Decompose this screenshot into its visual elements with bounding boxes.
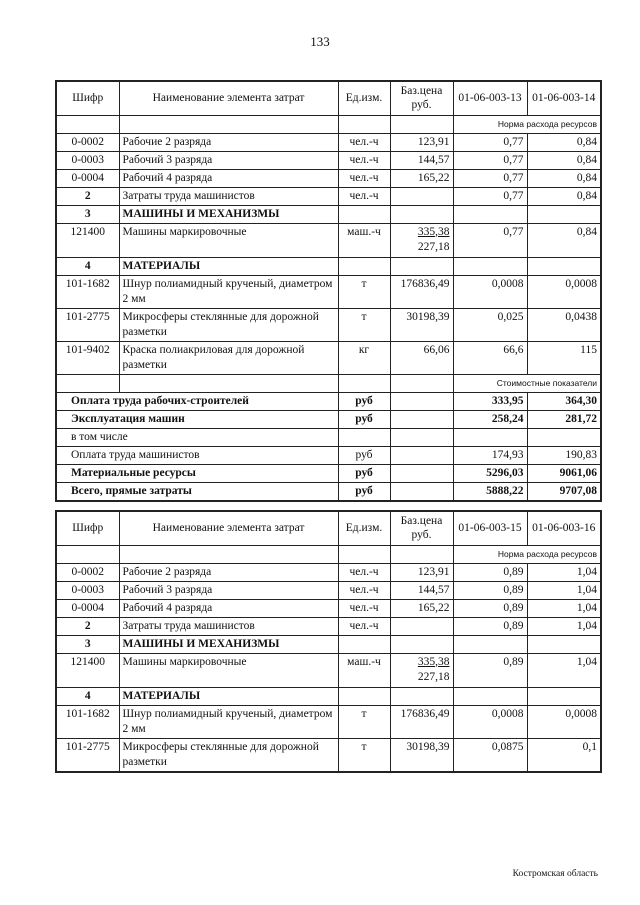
total-value-2: 190,83 [527, 446, 601, 464]
row-code: 4 [56, 257, 119, 275]
total-value-1: 258,24 [453, 410, 527, 428]
header-name: Наименование элемента затрат [119, 81, 338, 115]
price-second: 227,18 [417, 670, 450, 683]
row-value-1: 0,77 [453, 187, 527, 205]
header-code: Шифр [56, 511, 119, 545]
row-value-2: 1,04 [527, 581, 601, 599]
total-unit: руб [338, 446, 390, 464]
total-unit [338, 428, 390, 446]
row-code: 2 [56, 617, 119, 635]
table-row [56, 705, 601, 738]
blank-cell [56, 115, 119, 133]
row-value-2: 0,0008 [527, 705, 601, 738]
blank-cell [338, 635, 390, 653]
row-value-2: 0,84 [527, 223, 601, 257]
row-name: Машины маркировочные [119, 653, 338, 687]
row-price: 123,91 [390, 133, 453, 151]
table-row [56, 738, 601, 772]
row-code: 2 [56, 187, 119, 205]
row-code: 4 [56, 687, 119, 705]
price-underlined: 335,38 [417, 225, 450, 238]
row-value-1: 0,0008 [453, 705, 527, 738]
total-name: Эксплуатация машин [56, 410, 338, 428]
header-col1: 01-06-003-15 [453, 511, 527, 545]
blank-cell [56, 374, 119, 392]
cost-label: Стоимостные показатели [453, 374, 601, 392]
row-value-1: 0,77 [453, 151, 527, 169]
row-unit: чел.-ч [338, 169, 390, 187]
row-name: Машины маркировочные [119, 223, 338, 257]
blank-cell [119, 545, 338, 563]
row-price: 144,57 [390, 581, 453, 599]
row-value-1: 0,0008 [453, 275, 527, 308]
total-name: Материальные ресурсы [56, 464, 338, 482]
table-row [56, 187, 601, 205]
blank-cell [338, 687, 390, 705]
total-name: Всего, прямые затраты [56, 482, 338, 501]
row-value-2: 1,04 [527, 563, 601, 581]
blank-cell [338, 257, 390, 275]
row-unit: чел.-ч [338, 151, 390, 169]
blank-cell [338, 115, 390, 133]
row-price [390, 187, 453, 205]
blank-cell [453, 635, 527, 653]
row-unit: чел.-ч [338, 133, 390, 151]
row-unit: чел.-ч [338, 581, 390, 599]
row-code: 0-0004 [56, 169, 119, 187]
blank-cell [56, 545, 119, 563]
row-value-2: 0,1 [527, 738, 601, 772]
row-unit: т [338, 738, 390, 772]
header-col2: 01-06-003-16 [527, 511, 601, 545]
row-price: 30198,39 [390, 308, 453, 341]
resource-table-2 [55, 510, 602, 773]
table-row [56, 308, 601, 341]
section-row [56, 257, 601, 275]
row-code: 101-1682 [56, 705, 119, 738]
blank-cell [527, 257, 601, 275]
row-value-2: 0,0008 [527, 275, 601, 308]
row-value-2: 1,04 [527, 599, 601, 617]
norm-label: Норма расхода ресурсов [453, 545, 601, 563]
page-number: 133 [310, 34, 330, 49]
blank-cell [453, 257, 527, 275]
row-name: Рабочие 2 разряда [119, 563, 338, 581]
row-name: Шнур полиамидный крученый, диаметром 2 мм [119, 275, 338, 308]
blank-cell [390, 374, 453, 392]
row-value-1: 0,025 [453, 308, 527, 341]
blank-cell [119, 374, 338, 392]
total-value-1: 174,93 [453, 446, 527, 464]
norm-label: Норма расхода ресурсов [453, 115, 601, 133]
table-row [56, 169, 601, 187]
total-unit: руб [338, 464, 390, 482]
blank-cell [390, 482, 453, 501]
blank-cell [390, 446, 453, 464]
total-unit: руб [338, 482, 390, 501]
row-value-2: 1,04 [527, 653, 601, 687]
row-code: 0-0002 [56, 563, 119, 581]
row-name: Затраты труда машинистов [119, 187, 338, 205]
header-unit: Ед.изм. [338, 511, 390, 545]
row-value-1: 0,89 [453, 617, 527, 635]
row-value-2: 0,84 [527, 133, 601, 151]
row-code: 0-0002 [56, 133, 119, 151]
total-unit: руб [338, 392, 390, 410]
row-value-1: 0,89 [453, 563, 527, 581]
row-value-1: 0,77 [453, 133, 527, 151]
row-unit: маш.-ч [338, 653, 390, 687]
table-row [56, 151, 601, 169]
row-unit: чел.-ч [338, 187, 390, 205]
header-price: Баз.цена руб. [390, 511, 453, 545]
total-value-2: 9061,06 [527, 464, 601, 482]
row-unit: чел.-ч [338, 617, 390, 635]
row-value-2: 0,84 [527, 187, 601, 205]
blank-cell [390, 410, 453, 428]
row-price [390, 223, 453, 257]
row-name: Рабочий 3 разряда [119, 581, 338, 599]
price-second: 227,18 [417, 240, 450, 253]
total-name: Оплата труда машинистов [56, 446, 338, 464]
row-name: Рабочий 4 разряда [119, 599, 338, 617]
blank-cell [390, 428, 453, 446]
row-price: 176836,49 [390, 275, 453, 308]
blank-cell [390, 115, 453, 133]
table-row [56, 653, 601, 687]
header-price: Баз.цена руб. [390, 81, 453, 115]
row-code: 3 [56, 635, 119, 653]
total-value-2 [527, 428, 601, 446]
footer-region: Костромская область [512, 869, 598, 879]
row-code: 121400 [56, 223, 119, 257]
row-price: 144,57 [390, 151, 453, 169]
row-value-1: 0,77 [453, 223, 527, 257]
row-name: Рабочий 4 разряда [119, 169, 338, 187]
row-price: 176836,49 [390, 705, 453, 738]
row-price: 66,06 [390, 341, 453, 374]
blank-cell [390, 635, 453, 653]
table-row [56, 133, 601, 151]
row-unit: чел.-ч [338, 599, 390, 617]
blank-cell [527, 635, 601, 653]
row-unit: маш.-ч [338, 223, 390, 257]
header-code: Шифр [56, 81, 119, 115]
price-underlined: 335,38 [417, 655, 450, 668]
row-name: Микросферы стеклянные для дорожной разметки [119, 738, 338, 772]
row-price [390, 653, 453, 687]
total-name: в том числе [56, 428, 338, 446]
section-row [56, 687, 601, 705]
header-unit: Ед.изм. [338, 81, 390, 115]
row-name: Микросферы стеклянные для дорожной разметки [119, 308, 338, 341]
row-unit: т [338, 275, 390, 308]
header-name: Наименование элемента затрат [119, 511, 338, 545]
table-row [56, 617, 601, 635]
table-row [56, 581, 601, 599]
blank-cell [390, 545, 453, 563]
blank-cell [338, 205, 390, 223]
row-name: Рабочий 3 разряда [119, 151, 338, 169]
total-row [56, 464, 601, 482]
norm-row [56, 545, 601, 563]
row-value-1: 0,89 [453, 581, 527, 599]
row-code: 101-1682 [56, 275, 119, 308]
row-name: Шнур полиамидный крученый, диаметром 2 мм [119, 705, 338, 738]
norm-row [56, 115, 601, 133]
total-value-2: 9707,08 [527, 482, 601, 501]
row-value-2: 0,0438 [527, 308, 601, 341]
section-row [56, 205, 601, 223]
row-code: 101-2775 [56, 308, 119, 341]
row-value-1: 0,89 [453, 599, 527, 617]
total-row [56, 428, 601, 446]
total-value-1: 5296,03 [453, 464, 527, 482]
row-name: Краска полиакриловая для дорожной разметки [119, 341, 338, 374]
row-price: 165,22 [390, 599, 453, 617]
blank-cell [390, 257, 453, 275]
total-value-2: 281,72 [527, 410, 601, 428]
row-code: 3 [56, 205, 119, 223]
row-value-2: 0,84 [527, 151, 601, 169]
blank-cell [338, 374, 390, 392]
row-value-1: 0,77 [453, 169, 527, 187]
row-code: 0-0003 [56, 581, 119, 599]
table-row [56, 599, 601, 617]
total-name: Оплата труда рабочих-строителей [56, 392, 338, 410]
row-price: 30198,39 [390, 738, 453, 772]
row-code: 0-0003 [56, 151, 119, 169]
table-header-row [56, 511, 601, 545]
row-unit: т [338, 308, 390, 341]
row-value-2: 1,04 [527, 617, 601, 635]
total-unit: руб [338, 410, 390, 428]
total-row [56, 446, 601, 464]
row-code: 0-0004 [56, 599, 119, 617]
section-title: МАТЕРИАЛЫ [119, 687, 338, 705]
row-value-1: 0,89 [453, 653, 527, 687]
row-price: 123,91 [390, 563, 453, 581]
blank-cell [390, 687, 453, 705]
section-title: МАТЕРИАЛЫ [119, 257, 338, 275]
table-header-row [56, 81, 601, 115]
row-value-1: 66,6 [453, 341, 527, 374]
blank-cell [119, 115, 338, 133]
blank-cell [390, 464, 453, 482]
blank-cell [453, 687, 527, 705]
section-title: МАШИНЫ И МЕХАНИЗМЫ [119, 635, 338, 653]
header-col1: 01-06-003-13 [453, 81, 527, 115]
table-row [56, 341, 601, 374]
row-code: 101-9402 [56, 341, 119, 374]
row-unit: т [338, 705, 390, 738]
blank-cell [527, 687, 601, 705]
table-row [56, 223, 601, 257]
section-row [56, 635, 601, 653]
total-value-1: 5888,22 [453, 482, 527, 501]
row-value-2: 115 [527, 341, 601, 374]
row-code: 121400 [56, 653, 119, 687]
total-value-1 [453, 428, 527, 446]
row-name: Затраты труда машинистов [119, 617, 338, 635]
table-row [56, 275, 601, 308]
total-row [56, 482, 601, 501]
row-name: Рабочие 2 разряда [119, 133, 338, 151]
cost-label-row [56, 374, 601, 392]
resource-table-1 [55, 80, 602, 502]
total-row [56, 392, 601, 410]
blank-cell [390, 205, 453, 223]
blank-cell [453, 205, 527, 223]
total-row [56, 410, 601, 428]
row-price [390, 617, 453, 635]
header-col2: 01-06-003-14 [527, 81, 601, 115]
table-row [56, 563, 601, 581]
blank-cell [338, 545, 390, 563]
total-value-2: 364,30 [527, 392, 601, 410]
row-code: 101-2775 [56, 738, 119, 772]
blank-cell [527, 205, 601, 223]
total-value-1: 333,95 [453, 392, 527, 410]
row-unit: чел.-ч [338, 563, 390, 581]
row-value-2: 0,84 [527, 169, 601, 187]
row-value-1: 0,0875 [453, 738, 527, 772]
row-price: 165,22 [390, 169, 453, 187]
section-title: МАШИНЫ И МЕХАНИЗМЫ [119, 205, 338, 223]
row-unit: кг [338, 341, 390, 374]
blank-cell [390, 392, 453, 410]
